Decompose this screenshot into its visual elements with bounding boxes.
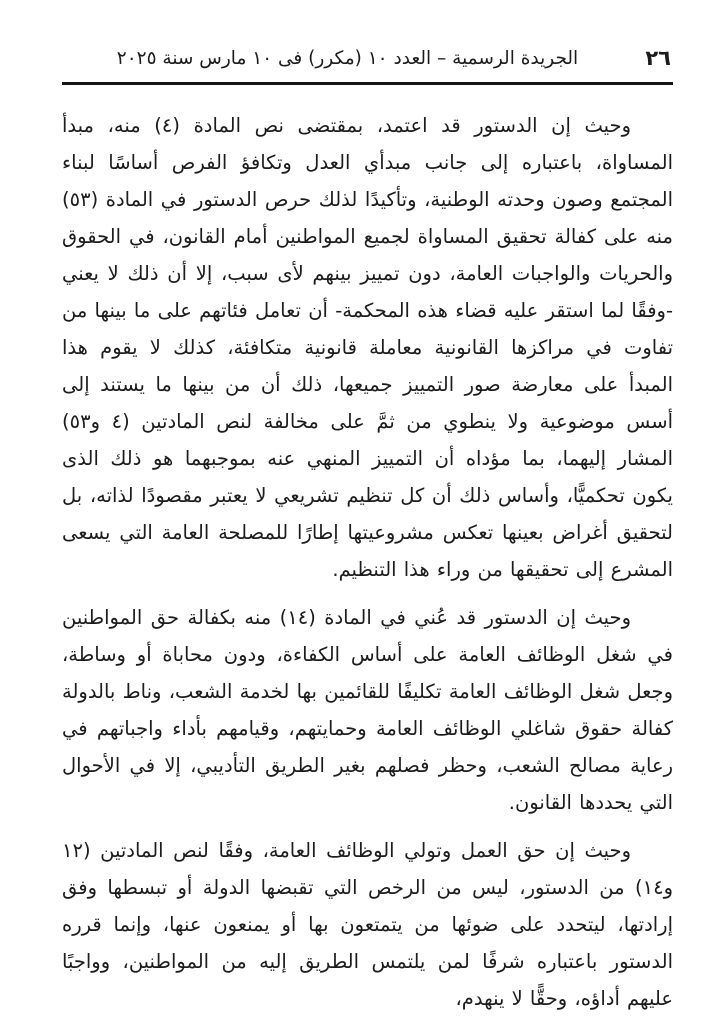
document-body <box>62 107 673 1017</box>
body-paragraph-2: وحيث إن الدستور قد عُني في المادة (١٤) منه بكفالة حق المواطنين في شغل الوظائف العامة على أساس الكفاءة، ودون محاباة أو وساطة، وجعل شغل الوظائف العامة تكليفًا للقائمين بها لخدمة الشعب، وناط بالدولة كفالة حقوق شاغلي الوظائف العامة وحمايتهم، وقيامهم بأداء واجباتهم في رعاية مصالح الشعب، وحظر فصلهم بغير الطريق التأديبي، إلا في الأحوال التي يحددها القانون. <box>62 606 673 814</box>
header-rule <box>62 82 673 85</box>
body-paragraph-3: وحيث إن حق العمل وتولي الوظائف العامة، وفقًا لنص المادتين (١٢ و١٤) من الدستور، ليس من الرخص التي تقبضها الدولة أو تبسطها وفق إرادتها، ليتحدد على ضوئها من يتمتعون بها أو يمنعون عنها، وإنما قرره الدستور باعتباره شرفًا لمن يلتمس الطريق إليه من المواطنين، وواجبًا عليهم أداؤه، وحقًّا لا ينهدم، <box>62 839 673 1010</box>
page-header <box>62 46 673 78</box>
body-paragraph-1: وحيث إن الدستور قد اعتمد، بمقتضى نص المادة (٤) منه، مبدأ المساواة، باعتباره إلى جانب مبدأي العدل وتكافؤ الفرص أساسًا لبناء المجتمع وصون وحدته الوطنية، وتأكيدًا لذلك حرص الدستور في المادة (٥٣) منه على كفالة تحقيق المساواة لجميع المواطنين أمام القانون، في الحقوق والحريات والواجبات العامة، دون تمييز بينهم لأى سبب، إلا أن ذلك لا يعني -وفقًا لما استقر عليه قضاء هذه المحكمة- أن تعامل فئاتهم على ما بينها من تفاوت في مراكزها القانونية معاملة قانونية متكافئة، كذلك لا يقوم هذا المبدأ على معارضة صور التمييز جميعها، ذلك أن من بينها ما يستند إلى أسس موضوعية ولا ينطوي من ثمَّ على مخالفة لنص المادتين (٤ و٥٣) المشار إليهما، بما مؤداه أن التمييز المنهي عنه بموجبهما هو ذلك الذى يكون تحكميًّا، وأساس ذلك أن كل تنظيم تشريعي لا يعتبر مقصودًا لذاته، بل لتحقيق أغراض بعينها تعكس مشروعيتها إطارًا للمصلحة العامة التي يسعى المشرع إلى تحقيقها من وراء هذا التنظيم. <box>62 114 674 581</box>
page-number: ٢٦ <box>645 46 671 70</box>
header-title: الجريدة الرسمية – العدد ١٠ (مكرر) فى ١٠ مارس سنة ٢٠٢٥ <box>116 48 579 69</box>
